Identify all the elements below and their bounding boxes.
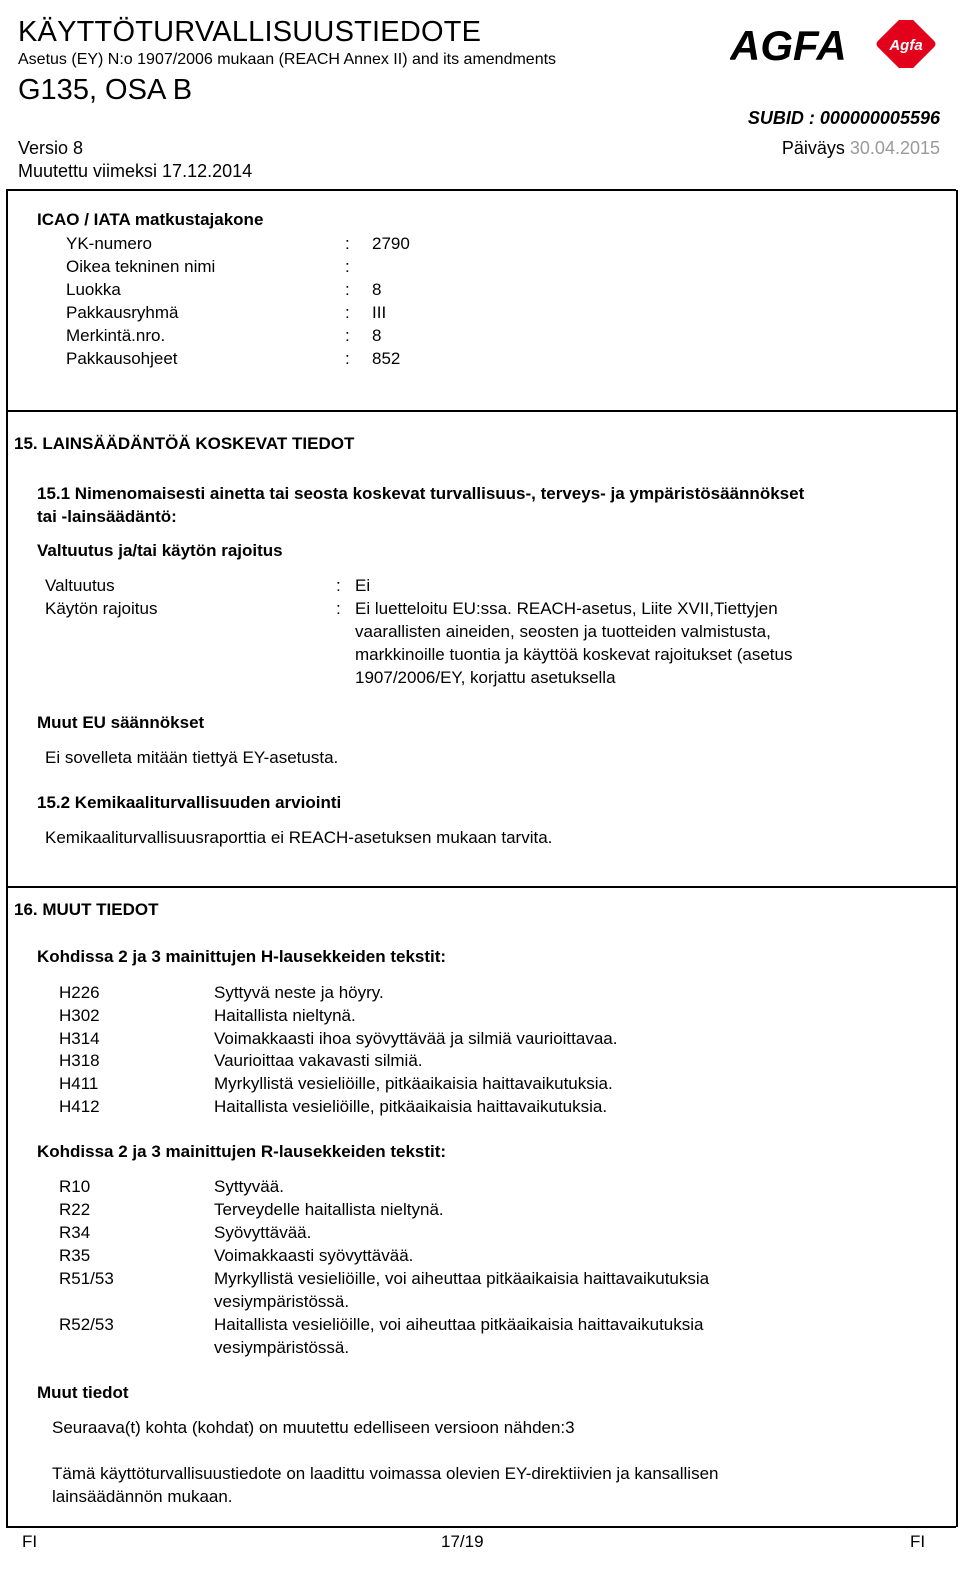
icao-label: Pakkausryhmä	[66, 303, 179, 322]
icao-value: III	[372, 303, 387, 322]
r-text-cont: vesiympäristössä.	[214, 1292, 350, 1311]
agfa-logo	[730, 20, 940, 73]
r-code: R10	[59, 1177, 91, 1196]
h-code: H412	[59, 1097, 100, 1116]
date-label: Päiväys	[781, 138, 845, 158]
r-code: R51/53	[59, 1269, 114, 1288]
product-name: G135, OSA B	[18, 74, 193, 106]
other-eu-heading: Muut EU säännökset	[37, 713, 205, 732]
section15-1-heading: 15.1 Nimenomaisesti ainetta tai seosta koskevat turvallisuus-, terveys- ja ympäristösäännökset	[37, 484, 805, 503]
authorisation-label: Valtuutus	[45, 576, 115, 595]
agfa-badge-text: Agfa	[889, 37, 923, 54]
r-text: Voimakkaasti syövyttävää.	[214, 1246, 414, 1265]
r-text-cont: vesiympäristössä.	[214, 1338, 350, 1357]
restriction-value-line: 1907/2006/EY, korjattu asetuksella	[355, 668, 616, 687]
r-text: Syttyvää.	[214, 1177, 284, 1196]
h-code: H314	[59, 1029, 100, 1048]
r-text: Terveydelle haitallista nieltynä.	[214, 1200, 444, 1219]
h-code: H318	[59, 1051, 100, 1070]
colon: :	[345, 303, 350, 322]
section15-heading: 15. LAINSÄÄDÄNTÖÄ KOSKEVAT TIEDOT	[14, 434, 355, 453]
date-value: 30.04.2015	[849, 138, 940, 158]
h-text: Haitallista vesieliöille, pitkäaikaisia haittavaikutuksia.	[214, 1097, 608, 1116]
h-text: Syttyvä neste ja höyry.	[214, 983, 384, 1002]
agfa-logo-icon	[730, 20, 940, 68]
agfa-wordmark: AGFA	[730, 22, 847, 68]
icao-value: 2790	[372, 234, 410, 253]
h-code: H226	[59, 983, 100, 1002]
h-code: H411	[59, 1074, 99, 1093]
divider	[6, 1526, 956, 1528]
r-code: R22	[59, 1200, 91, 1219]
icao-label: Luokka	[66, 280, 121, 299]
h-text: Voimakkaasti ihoa syövyttävää ja silmiä vaurioittavaa.	[214, 1029, 618, 1048]
colon: :	[336, 599, 341, 618]
subid: SUBID : 000000005596	[747, 108, 940, 128]
icao-value: 852	[372, 349, 401, 368]
r-text: Myrkyllistä vesieliöille, voi aiheuttaa pitkäaikaisia haittavaikutuksia	[214, 1269, 710, 1288]
footer-page-number: 17/19	[441, 1532, 484, 1551]
icao-heading: ICAO / IATA matkustajakone	[37, 210, 264, 229]
colon: :	[345, 326, 350, 345]
section16-heading: 16. MUUT TIEDOT	[14, 900, 159, 919]
other-info-paragraph-cont: lainsäädännön mukaan.	[52, 1487, 233, 1506]
r-text: Syövyttävää.	[214, 1223, 312, 1242]
document-title: KÄYTTÖTURVALLISUUSTIEDOTE	[18, 16, 482, 48]
authorisation-value: Ei	[355, 576, 371, 595]
icao-value: 8	[372, 326, 382, 345]
footer-language-right: FI	[910, 1532, 926, 1551]
other-info-heading: Muut tiedot	[37, 1383, 129, 1402]
icao-value: 8	[372, 280, 382, 299]
restriction-value-line: vaarallisten aineiden, seosten ja tuotteiden valmistusta,	[355, 622, 771, 641]
colon: :	[345, 257, 350, 276]
h-text: Vaurioittaa vakavasti silmiä.	[214, 1051, 423, 1070]
icao-label: Pakkausohjeet	[66, 349, 178, 368]
other-eu-text: Ei sovelleta mitään tiettyä EY-asetusta.	[45, 748, 339, 767]
version: Versio 8	[18, 138, 84, 158]
colon: :	[345, 234, 350, 253]
restriction-label: Käytön rajoitus	[45, 599, 158, 618]
icao-label: YK-numero	[66, 234, 152, 253]
colon: :	[336, 576, 341, 595]
icao-label: Oikea tekninen nimi	[66, 257, 216, 276]
section15-2-text: Kemikaaliturvallisuusraporttia ei REACH-asetuksen mukaan tarvita.	[45, 828, 553, 847]
other-info-paragraph: Tämä käyttöturvallisuustiedote on laadittu voimassa olevien EY-direktiivien ja kansallisen	[52, 1464, 719, 1483]
r-statements-heading: Kohdissa 2 ja 3 mainittujen R-lausekkeiden tekstit:	[37, 1142, 447, 1161]
footer-language-left: FI	[22, 1532, 38, 1551]
last-modified: Muutettu viimeksi 17.12.2014	[18, 161, 253, 181]
icao-label: Merkintä.nro.	[66, 326, 166, 345]
section15-1-heading-cont: tai -lainsäädäntö:	[37, 507, 177, 526]
colon: :	[345, 349, 350, 368]
r-code: R52/53	[59, 1315, 114, 1334]
h-code: H302	[59, 1006, 100, 1025]
r-text: Haitallista vesieliöille, voi aiheuttaa pitkäaikaisia haittavaikutuksia	[214, 1315, 704, 1334]
authorisation-heading: Valtuutus ja/tai käytön rajoitus	[37, 541, 283, 560]
other-info-changes: Seuraava(t) kohta (kohdat) on muutettu edelliseen versioon nähden:3	[52, 1418, 575, 1437]
h-statements-heading: Kohdissa 2 ja 3 mainittujen H-lausekkeiden tekstit:	[37, 947, 447, 966]
restriction-value-line: markkinoille tuontia ja käyttöä koskevat rajoitukset (asetus	[355, 645, 793, 664]
regulation-line: Asetus (EY) N:o 1907/2006 mukaan (REACH Annex II) and its amendments	[18, 51, 557, 68]
r-code: R34	[59, 1223, 91, 1242]
r-code: R35	[59, 1246, 91, 1265]
section15-2-heading: 15.2 Kemikaaliturvallisuuden arviointi	[37, 793, 342, 812]
h-text: Myrkyllistä vesieliöille, pitkäaikaisia haittavaikutuksia.	[214, 1074, 613, 1093]
restriction-value-line: Ei luetteloitu EU:ssa. REACH-asetus, Liite XVII,Tiettyjen	[355, 599, 778, 618]
h-text: Haitallista nieltynä.	[214, 1006, 356, 1025]
colon: :	[345, 280, 350, 299]
issue-date	[782, 138, 940, 159]
